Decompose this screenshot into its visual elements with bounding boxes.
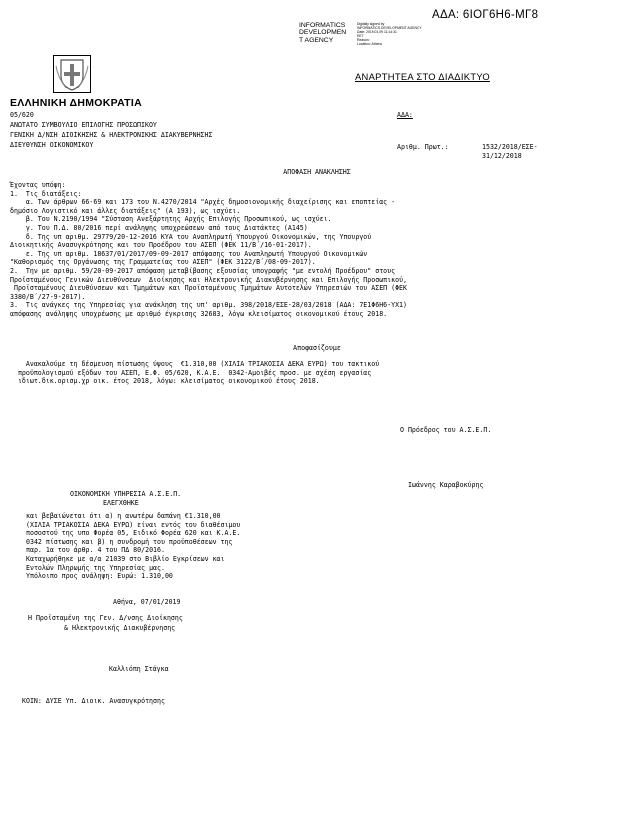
protocol-date: 31/12/2018 [482,152,522,160]
finance-head-title-1: Η Προϊσταμένη της Γεν. Δ/νσης Διοίκησης [28,614,183,622]
finance-service: ΟΙΚΟΝΟΜΙΚΗ ΥΠΗΡΕΣΙΑ Α.Σ.Ε.Π. [70,490,182,498]
finance-line: ποσοστού της υπο Φορέα 05, Ειδικό Φορέα 620 και Κ.Α.Ε. [26,529,241,538]
publish-notice: ΑΝΑΡΤΗΤΕΑ ΣΤΟ ΔΙΑΔΙΚΤΥΟ [355,71,490,82]
finance-signer: Καλλιόπη Στάγκα [109,665,169,673]
body-line: Έχοντας υπόψη: [10,181,66,189]
body-line: 3. Τις ανάγκες της Υπηρεσίας για ανάκληση της υπ' αριθμ. 398/2018/ΕΣΕ-28/03/2018 (ΑΔΑ: 7Ε1Φ6Η6-ΥΧ1) [10,301,407,310]
directorate: ΔΙΕΥΘΥΝΣΗ ΟΙΚΟΝΟΜΙΚΟΥ [10,141,94,149]
greek-coat-of-arms-icon [53,55,91,93]
stamp-small-line: INFORMATICS DEVELOPMENT AGENCY [357,26,422,30]
decide-body [10,360,379,386]
ada-code: ΑΔΑ: 6ΙΟΓ6Η6-ΜΓ8 [432,9,539,21]
finance-date: Αθήνα, 07/01/2019 [113,598,181,606]
finance-body [26,512,240,581]
finance-line: 0342 πίστωσης και β) η συνδρομή του προϋποθέσεων της [26,537,233,546]
body-line: απόφασης ανάληψης υποχρέωσης με αριθμό έγκρισης 32683, λόγω κλεισίματος οικονομικού έτους 2018. [10,309,388,318]
entity-code: 05/620 [10,111,34,119]
finance-line: Υπόλοιπο προς ανάληψη: Ευρώ: 1.310,00 [26,572,173,581]
stamp-small-line: EET [357,34,364,38]
president-title: Ο Πρόεδρος του Α.Σ.Ε.Π. [400,426,492,434]
stamp-small-line: Digitally signed by [357,22,385,26]
body-line: 2. Την με αριθμ. 59/20-09-2017 απόφαση μεταβίβασης εξουσίας υπογραφής "με εντολή Προέδρου" στους [10,266,396,275]
organization: ΑΝΩΤΑΤΟ ΣΥΜΒΟΥΛΙΟ ΕΠΙΛΟΓΗΣ ΠΡΟΣΩΠΙΚΟΥ [10,121,157,129]
stamp-small-line: Location: Athens [357,42,383,46]
decide-line: προϋπολογισμού εξόδων του ΑΣΕΠ, Ε.Φ. 05/620, Κ.Α.Ε. 0342-Αμοιβές προσ. με σχέση εργασίας [10,368,372,377]
body-line: Διοικητικής Ανασυγκρότησης και του Προέδρου του ΑΣΕΠ (ΦΕΚ 11/Β΄/16-01-2017). [10,241,312,250]
decision-title: ΑΠΟΦΑΣΗ ΑΝΑΚΛΗΣΗΣ [283,168,351,176]
distribution-note: ΚΟΙΝ: ΔΥΣΕ Υπ. Διοικ. Ανασυγκρότησης [22,697,165,705]
body-line: 3380/Β΄/27-9-2017). [10,292,86,301]
stamp-line: INFORMATICS [299,22,346,29]
body-line: β. Του Ν.2190/1994 "Σύσταση Ανεξάρτητης Αρχής Επιλογής Προσωπικού, ως ισχύει. [10,215,332,224]
body-line: δημόσιο Λογιστικό και άλλες διατάξεις" (Α 193), ως ισχύει. [10,206,241,215]
body-line: ε. Της υπ αριθμ. 18637/01/2017/09-09-2017 απόφασης του Αναπληρωτή Υπουργού Οικονομικών [10,249,368,258]
finance-line: και βεβαιώνεται ότι α) η ανωτέρω δαπάνη €1.310,00 [26,512,221,520]
protocol-label: Αριθμ. Πρωτ.: [397,143,449,151]
signature-stamp [299,22,346,44]
general-directorate: ΓΕΝΙΚΗ Δ/ΝΣΗ ΔΙΟΙΚΗΣΗΣ & ΗΛΕΚΤΡΟΝΙΚΗΣ ΔΙΑΚΥΒΕΡΝΗΣΗΣ [10,131,213,139]
president-name: Ιωάννης Καραβοκύρης [408,481,484,489]
decide-line: ιδιωτ.δικ.ορισμ.χρ οικ. έτος 2018, λόγω: κλεισίματος οικονομικού έτους 2018. [10,377,320,386]
decision-body [10,181,407,319]
finance-line: Εντολών Πληρωμής της Υπηρεσίας μας. [26,563,165,572]
protocol-number: 1532/2018/ΕΣΕ- [482,143,538,151]
finance-line: Καταχωρήθηκε με α/α 21039 στο Βιβλίο Εγκρίσεων και [26,554,225,563]
ada-label: ΑΔΑ: [397,111,413,119]
body-line: "Καθορισμός της Οργάνωσης της Γραμματείας του ΑΣΕΠ" (ΦΕΚ 3122/Β΄/08-09-2017). [10,258,316,267]
signature-stamp-details [357,22,422,46]
stamp-line: T AGENCY [299,36,334,44]
body-line: Προϊσταμένους Διευθύνσεων και Τμημάτων και Προϊσταμένους Τμημάτων Αυτοτελών Υπηρεσιών του ΑΣΕΠ (ΦΕΚ [10,284,407,293]
body-line: 1. Τις διατάξεις: [10,189,82,198]
body-line: δ. Της υπ αριθμ. 29779/20-12-2016 ΚΥΑ του Αναπληρωτή Υπουργού Οικονομικών, της Υπουργού [10,232,372,241]
finance-head-title-2: & Ηλεκτρονικής Διακυβέρνησης [64,624,176,632]
body-line: Προϊσταμένους Γενικών Διευθύνσεων Διοίκησης και Ηλεκτρονικής Διακυβέρνησης και Επιλογής Προσωπικού, [10,275,407,284]
stamp-small-line: Reason: [357,38,370,42]
stamp-small-line: Date: 2019.01.09 11:14:31 [357,30,397,34]
finance-line: (ΧΙΛΙΑ ΤΡΙΑΚΟΣΙΑ ΔΕΚΑ ΕΥΡΩ) είναι εντός του διαθέσιμου [26,520,241,529]
republic-title: ΕΛΛΗΝΙΚΗ ΔΗΜΟΚΡΑΤΙΑ [10,97,142,109]
finance-line: παρ. 1α του άρθρ. 4 του ΠΔ 80/2016. [26,546,165,555]
body-line: α. Των άρθρων 66-69 και 173 του Ν.4270/2014 "Αρχές δημοσιονομικής διαχείρισης και εποπτείας - [10,198,396,207]
decide-title: Αποφασίζουμε [293,344,341,352]
body-line: γ. Του Π.Δ. 80/2016 περί ανάληψης υποχρεώσεων από τους Διατάκτες (Α145) [10,223,308,232]
decide-line: Ανακαλούμε τη δέσμευση πίστωσης ύψους €1.310,00 (ΧΙΛΙΑ ΤΡΙΑΚΟΣΙΑ ΔΕΚΑ ΕΥΡΩ) του τακτικού [10,360,380,368]
finance-checked: ΕΛΕΓΧΘΗΚΕ [103,499,139,507]
stamp-line: DEVELOPMEN [299,29,347,37]
